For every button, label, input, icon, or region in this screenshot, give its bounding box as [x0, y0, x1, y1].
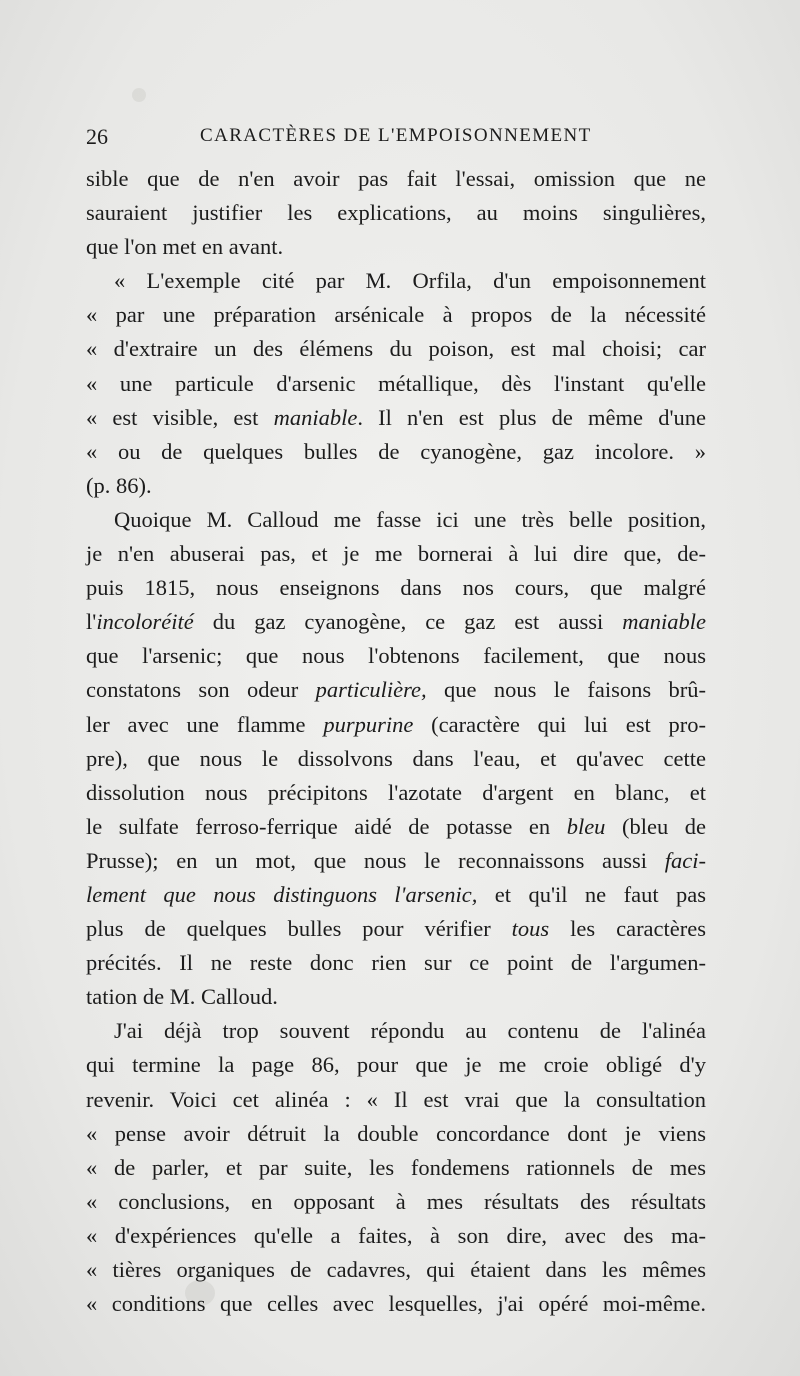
text-line: que l'on met en avant. [86, 234, 284, 260]
text-line: Quoique M. Calloud me fasse ici une très belle position, [114, 506, 706, 532]
quote-line: « est visible, est maniable. Il n'en est plus de même d'une [86, 404, 706, 430]
text-line: je n'en abuserai pas, et je me bornerai à lui dire que, de- [86, 541, 706, 567]
text-line: Prusse); en un mot, que nous le reconnaissons aussi faci- [86, 847, 706, 873]
text-line: puis 1815, nous enseignons dans nos cours, que malgré [86, 575, 706, 601]
text-line: l'incoloréité du gaz cyanogène, ce gaz est aussi maniable [86, 609, 706, 635]
page-header [86, 124, 706, 154]
text-line: tation de M. Calloud. [86, 984, 278, 1010]
text-line: sible que de n'en avoir pas fait l'essai, omission que ne [86, 166, 706, 191]
text-line: J'ai déjà trop souvent répondu au contenu de l'alinéa [114, 1018, 706, 1044]
quote-line: « par une préparation arsénicale à propos de la nécessité [86, 302, 706, 328]
quote-line: « d'expériences qu'elle a faites, à son dire, avec des ma- [86, 1222, 706, 1248]
quote-line: « tières organiques de cadavres, qui étaient dans les mêmes [86, 1257, 706, 1282]
text-line: plus de quelques bulles pour vérifier tous les caractères [86, 916, 707, 942]
quote-line: « pense avoir détruit la double concordance dont je viens [86, 1120, 706, 1146]
text-line: le sulfate ferroso-ferrique aidé de potasse en bleu (bleu de [86, 813, 707, 839]
text-line: constatons son odeur particulière, que nous le faisons brû- [86, 677, 706, 703]
text-line: précités. Il ne reste donc rien sur ce point de l'argumen- [86, 950, 706, 976]
citation-line: (p. 86). [86, 472, 152, 498]
text-line: dissolution nous précipitons l'azotate d'argent en blanc, et [86, 779, 706, 805]
text-line: revenir. Voici cet alinéa : « Il est vrai que la consultation [86, 1086, 706, 1112]
page-number: 26 [86, 124, 108, 149]
text-line: pre), que nous le dissolvons dans l'eau, et qu'avec cette [86, 745, 706, 771]
quote-line: « conditions que celles avec lesquelles, j'ai opéré moi-même. [86, 1291, 706, 1317]
body-text [86, 162, 706, 1321]
text-line: qui termine la page 86, pour que je me croie obligé d'y [86, 1052, 706, 1078]
quote-line: « d'extraire un des élémens du poison, est mal choisi; car [86, 336, 706, 362]
text-line: ler avec une flamme purpurine (caractère qui lui est pro- [86, 711, 706, 737]
running-title: CARACTÈRES DE L'EMPOISONNEMENT [200, 125, 592, 146]
text-line: sauraient justifier les explications, au moins singulières, [86, 200, 706, 226]
quote-line: « une particule d'arsenic métallique, dès l'instant qu'elle [86, 370, 706, 396]
quote-line: « de parler, et par suite, les fondemens rationnels de mes [86, 1154, 706, 1180]
text-line: lement que nous distinguons l'arsenic, et qu'il ne faut pas [86, 881, 706, 907]
quote-line: « conclusions, en opposant à mes résultats des résultats [86, 1188, 706, 1214]
quote-line: « L'exemple cité par M. Orfila, d'un empoisonnement [114, 268, 706, 294]
text-line: que l'arsenic; que nous l'obtenons facilement, que nous [86, 643, 706, 669]
paper-stain [132, 88, 146, 102]
quote-line: « ou de quelques bulles de cyanogène, gaz incolore. » [86, 438, 706, 464]
